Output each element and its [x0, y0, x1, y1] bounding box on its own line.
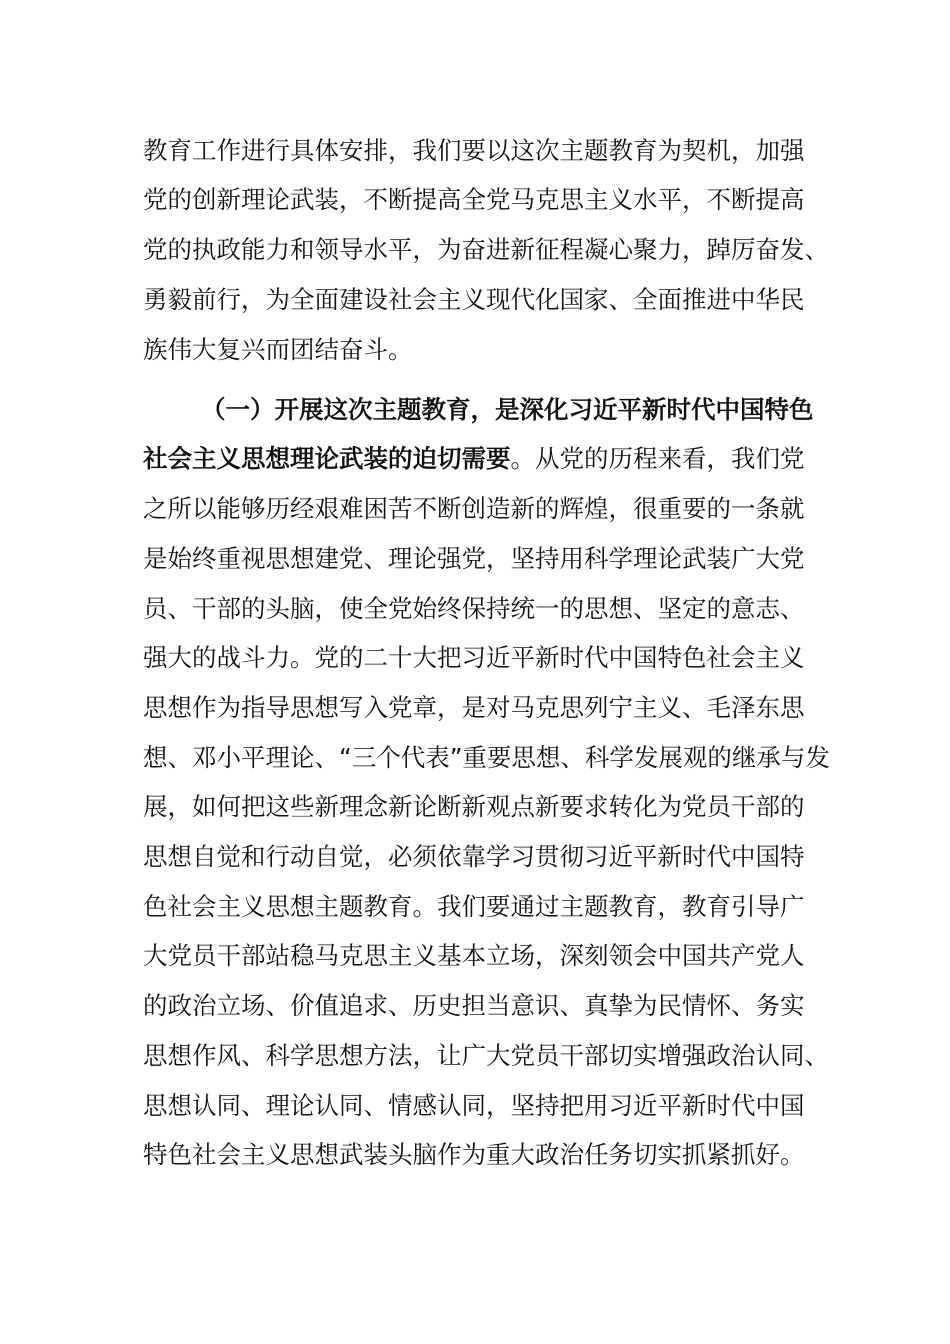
para2-line: 思想自觉和行动自觉，必须依靠学习贯彻习近平新时代中国特: [143, 842, 805, 871]
para2-line: 之所以能够历经艰难困苦不断创造新的辉煌，很重要的一条就: [143, 494, 805, 523]
para2-line: [143, 440, 805, 477]
para2-line: 展，如何把这些新理念新论断新观点新要求转化为党员干部的: [143, 792, 805, 821]
para2-text: 。从党的历程来看，我们党: [510, 444, 805, 473]
para1-line: 勇毅前行，为全面建设社会主义现代化国家、全面推进中华民: [143, 285, 805, 314]
para2-line: 大党员干部站稳马克思主义基本立场，深刻领会中国共产党人: [143, 941, 805, 970]
para2-line: 员、干部的头脑，使全党始终保持统一的思想、坚定的意志、: [143, 594, 805, 623]
para1-line: 族伟大复兴而团结奋斗。: [143, 335, 413, 364]
section-heading-line: （一）开展这次主题教育，是深化习近平新时代中国特色: [201, 395, 814, 424]
section-heading-continuation: 社会主义思想理论武装的迫切需要: [143, 444, 511, 473]
para2-line: 思想作风、科学思想方法，让广大党员干部切实增强政治认同、: [143, 1041, 829, 1070]
para2-line: 是始终重视思想建党、理论强党，坚持用科学理论武装广大党: [143, 544, 805, 573]
para1-line: 教育工作进行具体安排，我们要以这次主题教育为契机，加强: [143, 136, 805, 165]
para1-line: 党的执政能力和领导水平，为奋进新征程凝心聚力，踔厉奋发、: [143, 235, 829, 264]
para2-line: 强大的战斗力。党的二十大把习近平新时代中国特色社会主义: [143, 643, 805, 672]
para2-line: 色社会主义思想主题教育。我们要通过主题教育，教育引导广: [143, 892, 805, 921]
para2-line: 思想作为指导思想写入党章，是对马克思列宁主义、毛泽东思: [143, 693, 805, 722]
para2-line: 思想认同、理论认同、情感认同，坚持把用习近平新时代中国: [143, 1091, 805, 1120]
para2-line: 想、邓小平理论、“三个代表”重要思想、科学发展观的继承与发: [143, 743, 830, 772]
para2-line: 特色社会主义思想武装头脑作为重大政治任务切实抓紧抓好。: [143, 1140, 805, 1169]
para1-line: 党的创新理论武装，不断提高全党马克思主义水平，不断提高: [143, 185, 805, 214]
para2-line: 的政治立场、价值追求、历史担当意识、真挚为民情怀、务实: [143, 991, 805, 1020]
